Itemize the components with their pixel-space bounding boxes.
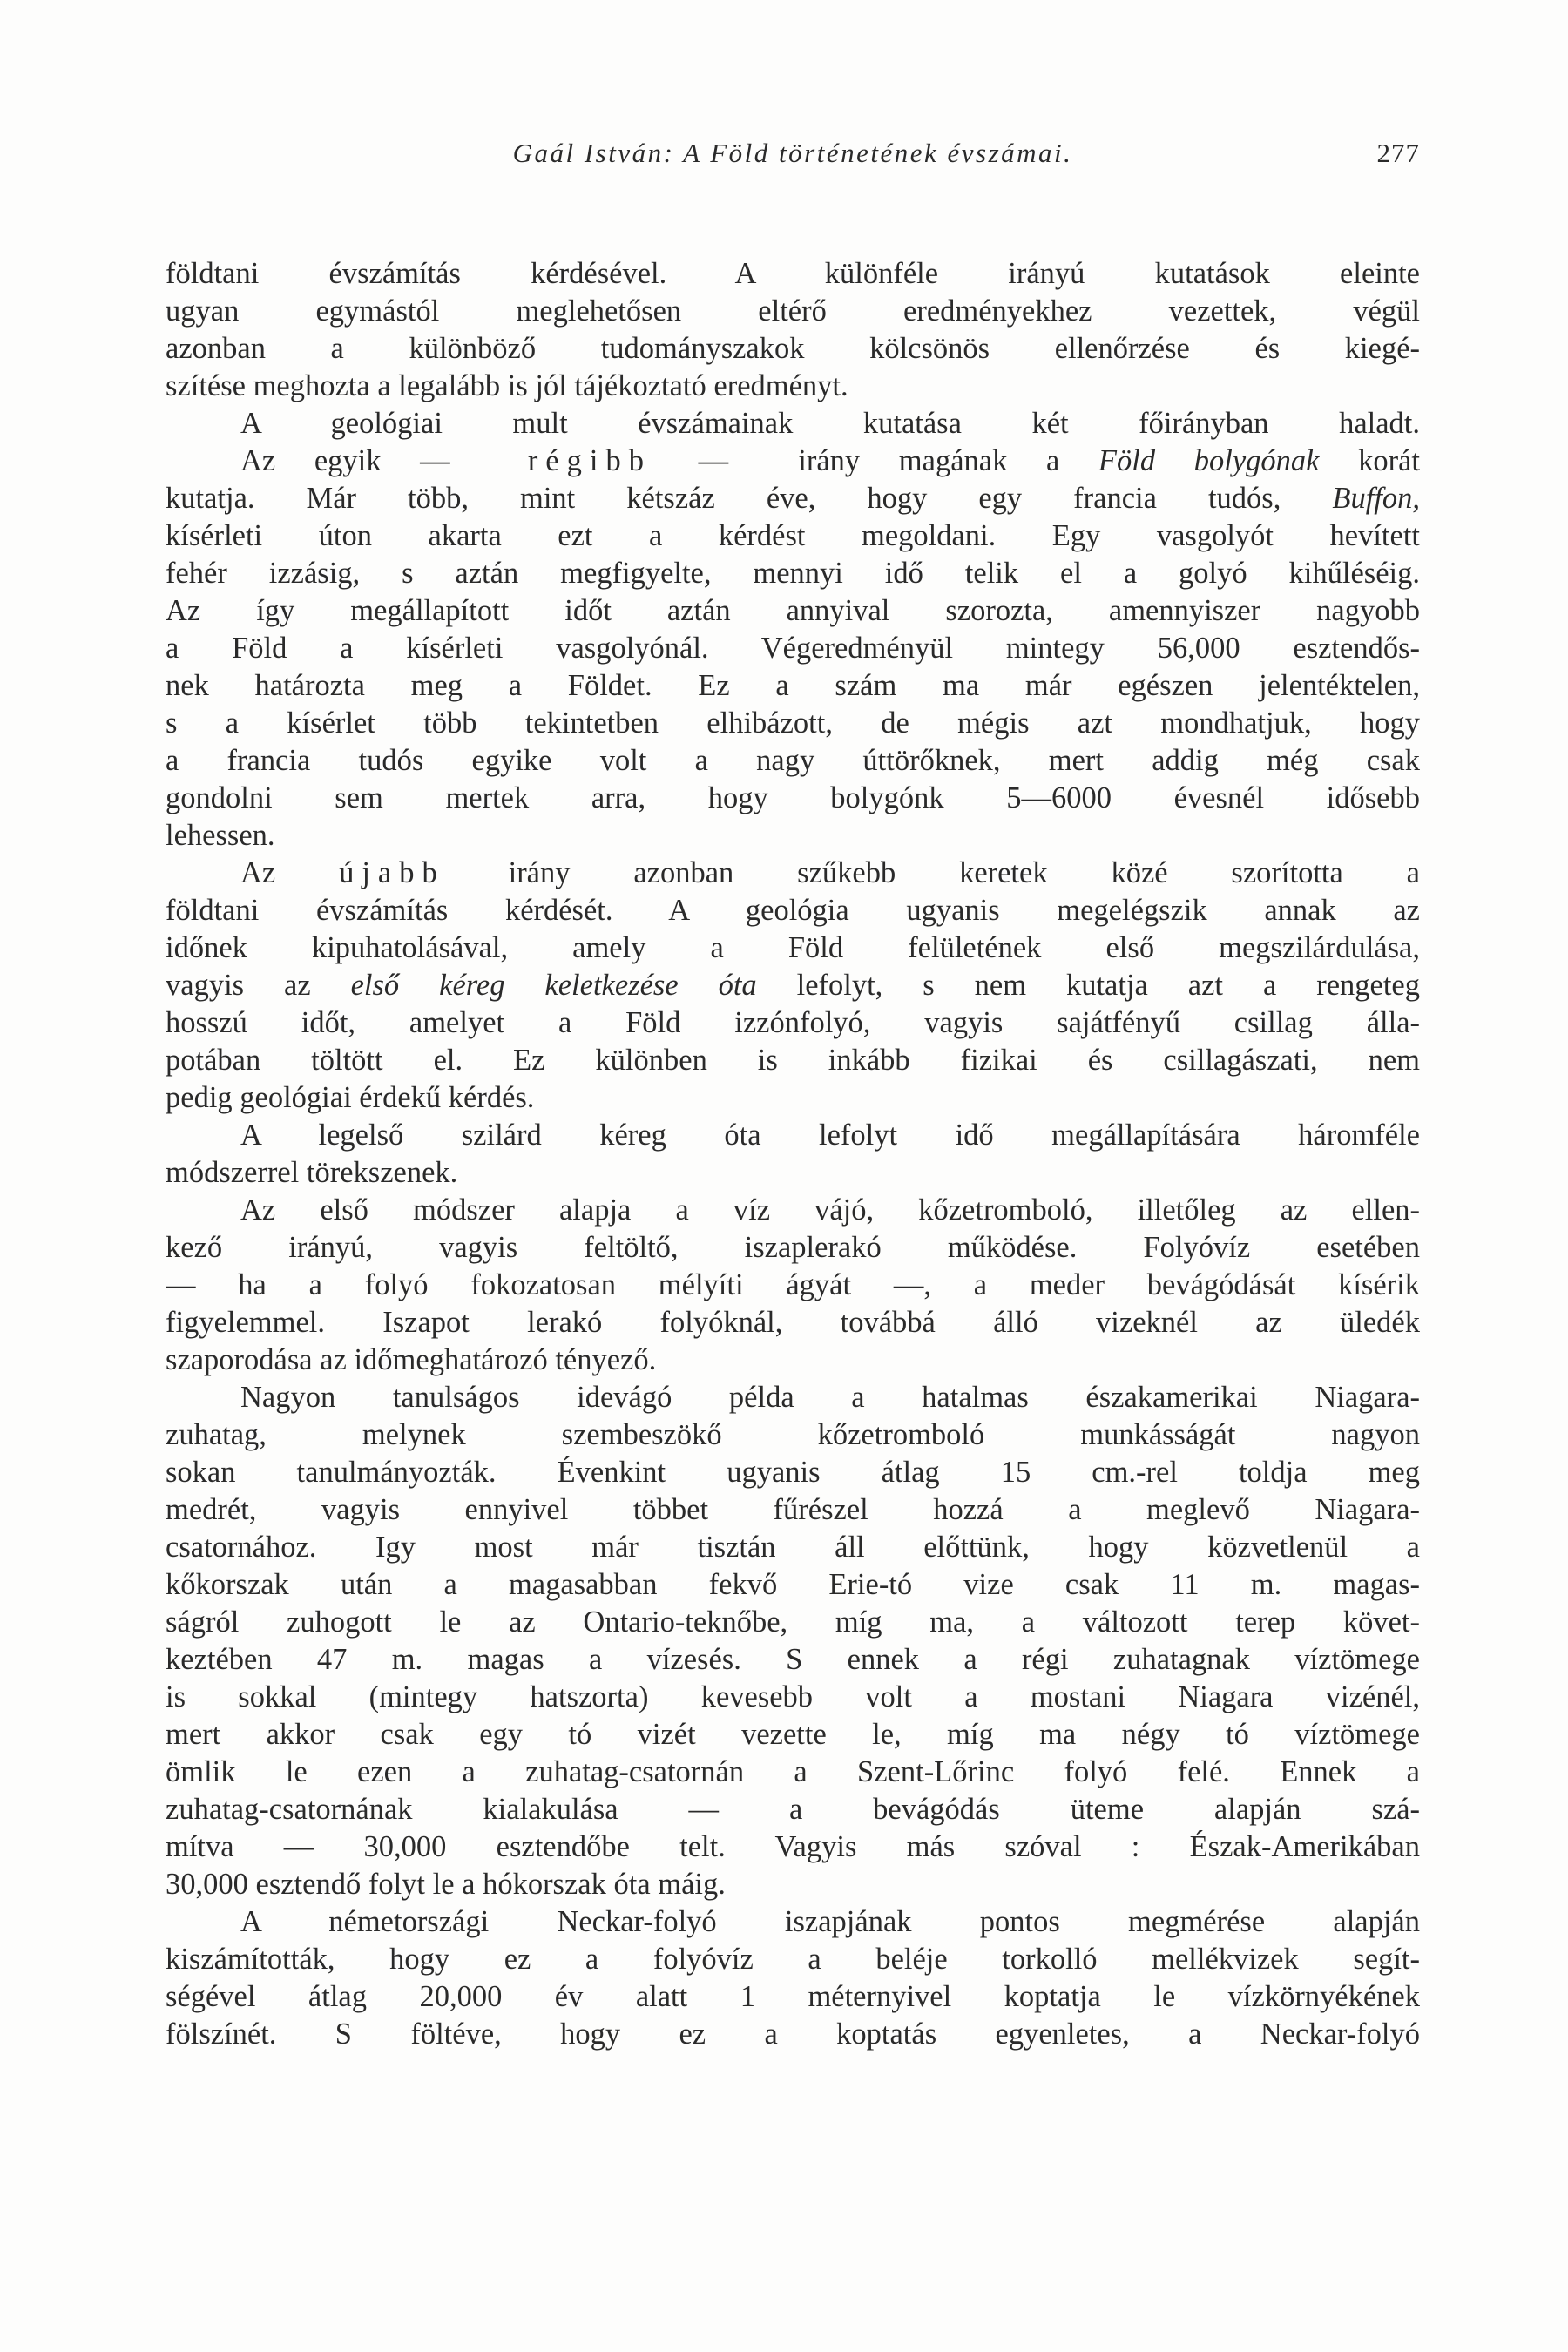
- text-line: [166, 967, 1420, 1004]
- text-line: [166, 1304, 1420, 1342]
- text-run: A németországi Neckar-folyó iszapjának pontos megmérése alapján: [240, 1905, 1420, 1938]
- text-run: zuhatag, melynek szembeszökő kőzetromboló munkásságát nagyon: [166, 1418, 1420, 1451]
- text-line: [166, 817, 1420, 855]
- page-number: 277: [1376, 138, 1420, 168]
- text-run: korát: [1319, 444, 1420, 477]
- text-line: [166, 1117, 1420, 1154]
- text-line: [166, 443, 1420, 480]
- text-run: gondolni sem mertek arra, hogy bolygónk 5—6000 évesnél idősebb: [166, 781, 1420, 814]
- text-line: [166, 1604, 1420, 1641]
- text-run: pedig geológiai érdekű kérdés.: [166, 1081, 535, 1114]
- dash-text: —: [420, 444, 450, 477]
- running-title: Gaál István: A Föld történetének évszámai.: [512, 138, 1073, 168]
- spaced-text: újabb: [339, 856, 445, 889]
- text-run: Az egyik: [240, 444, 421, 477]
- text-run: Az így megállapított időt aztán annyival szorozta, amennyiszer nagyobb: [166, 594, 1420, 627]
- text-run: irány magának a: [759, 444, 1098, 477]
- text-line: [166, 1192, 1420, 1229]
- text-run: medrét, vagyis ennyivel többet fűrészel hozzá a meglevő Niagara-: [166, 1493, 1420, 1526]
- text-line: [166, 592, 1420, 630]
- body-text: [166, 255, 1420, 2053]
- text-line: [166, 368, 1420, 405]
- text-run: kező irányú, vagyis feltöltő, iszaplerakó működése. Folyóvíz esetében: [166, 1231, 1420, 1264]
- text-line: [166, 1641, 1420, 1679]
- text-line: [166, 780, 1420, 817]
- text-run: figyelemmel. Iszapot lerakó folyóknál, továbbá álló vizeknél az üledék: [166, 1306, 1420, 1339]
- text-line: [166, 630, 1420, 667]
- text-line: [166, 1342, 1420, 1379]
- text-run: ságról zuhogott le az Ontario-teknőbe, míg ma, a változott terep követ-: [166, 1605, 1420, 1639]
- text-run: fehér izzásig, s aztán megfigyelte, mennyi idő telik el a golyó kihűléséig.: [166, 557, 1420, 590]
- italic-text: első kéreg keletkezése óta: [350, 969, 757, 1002]
- text-line: [166, 480, 1420, 517]
- text-run: hosszú időt, amelyet a Föld izzónfolyó, vagyis sajátfényű csillag álla-: [166, 1006, 1420, 1039]
- text-line: [166, 855, 1420, 892]
- text-line: [166, 1079, 1420, 1117]
- text-run: a francia tudós egyike volt a nagy úttörőknek, mert addig még csak: [166, 744, 1420, 777]
- text-line: [166, 1903, 1420, 1941]
- italic-text: Föld bolygónak: [1098, 444, 1320, 477]
- text-run: fölszínét. S föltéve, hogy ez a koptatás egyenletes, a Neckar-folyó: [166, 2017, 1420, 2051]
- text-line: [166, 1267, 1420, 1304]
- text-run: mítva — 30,000 esztendőbe telt. Vagyis más szóval : Észak-Amerikában: [166, 1830, 1420, 1863]
- text-run: ömlik le ezen a zuhatag-csatornán a Szent-Lőrinc folyó felé. Ennek a: [166, 1755, 1420, 1788]
- text-run: kiszámították, hogy ez a folyóvíz a beléje torkolló mellékvizek segít-: [166, 1943, 1420, 1976]
- text-run: nek határozta meg a Földet. Ez a szám ma már egészen jelentéktelen,: [166, 669, 1420, 702]
- text-line: [166, 1042, 1420, 1079]
- text-line: [166, 1229, 1420, 1267]
- text-run: A legelső szilárd kéreg óta lefolyt idő megállapítására háromféle: [240, 1119, 1420, 1152]
- text-line: [166, 1791, 1420, 1828]
- text-run: potában töltött el. Ez különben is inkább fizikai és csillagászati, nem: [166, 1044, 1420, 1077]
- text-run: Az: [240, 856, 340, 889]
- running-header: [166, 131, 1420, 183]
- text-line: [166, 892, 1420, 929]
- text-line: [166, 1154, 1420, 1192]
- italic-text: Buffon,: [1332, 482, 1420, 515]
- text-line: [166, 1491, 1420, 1529]
- text-line: [166, 1866, 1420, 1903]
- text-line: [166, 555, 1420, 592]
- text-run: 30,000 esztendő folyt le a hókorszak óta máig.: [166, 1868, 726, 1901]
- text-line: [166, 1941, 1420, 1978]
- text-line: [166, 1379, 1420, 1416]
- text-line: [166, 1754, 1420, 1791]
- text-run: szítése meghozta a legalább is jól tájékoztató eredményt.: [166, 369, 848, 402]
- text-line: [166, 705, 1420, 742]
- text-run: s a kísérlet több tekintetben elhibázott, de mégis azt mondhatjuk, hogy: [166, 706, 1420, 740]
- text-run: módszerrel törekszenek.: [166, 1156, 458, 1189]
- text-run: kutatja. Már több, mint kétszáz éve, hogy egy francia tudós,: [166, 482, 1333, 515]
- text-line: [166, 1978, 1420, 2016]
- text-run: sokan tanulmányozták. Évenkint ugyanis átlag 15 cm.-rel toldja meg: [166, 1456, 1420, 1489]
- text-line: [166, 667, 1420, 705]
- text-line: [166, 1529, 1420, 1566]
- text-run: Nagyon tanulságos idevágó példa a hatalmas északamerikai Niagara-: [240, 1381, 1420, 1414]
- dash-text: —: [698, 444, 729, 477]
- text-line: [166, 1454, 1420, 1491]
- text-line: [166, 405, 1420, 443]
- text-line: [166, 1566, 1420, 1604]
- text-line: [166, 517, 1420, 555]
- text-run: ugyan egymástól meglehetősen eltérő eredményekhez vezettek, végül: [166, 294, 1420, 328]
- text-run: lefolyt, s nem kutatja azt a rengeteg: [756, 969, 1420, 1002]
- text-run: irány azonban szűkebb keretek közé szorította a: [444, 856, 1420, 889]
- text-line: [166, 1004, 1420, 1042]
- text-line: [166, 1828, 1420, 1866]
- text-run: időnek kipuhatolásával, amely a Föld felületének első megszilárdulása,: [166, 931, 1420, 964]
- text-run: ségével átlag 20,000 év alatt 1 méternyivel koptatja le vízkörnyékének: [166, 1980, 1420, 2013]
- text-line: [166, 2016, 1420, 2053]
- text-run: a Föld a kísérleti vasgolyónál. Végeredményül mintegy 56,000 esztendős-: [166, 632, 1420, 665]
- text-line: [166, 293, 1420, 330]
- text-run: keztében 47 m. magas a vízesés. S ennek a régi zuhatagnak víztömege: [166, 1643, 1420, 1676]
- text-line: [166, 742, 1420, 780]
- text-run: lehessen.: [166, 819, 275, 852]
- text-line: [166, 255, 1420, 293]
- text-run: vagyis az: [166, 969, 351, 1002]
- text-run: — ha a folyó fokozatosan mélyíti ágyát —, a meder bevágódását kísérik: [166, 1268, 1420, 1301]
- text-run: kísérleti úton akarta ezt a kérdést megoldani. Egy vasgolyót hevített: [166, 519, 1420, 552]
- text-line: [166, 1716, 1420, 1754]
- text-line: [166, 1679, 1420, 1716]
- text-run: földtani évszámítás kérdésével. A különféle irányú kutatások eleinte: [166, 257, 1420, 290]
- text-run: földtani évszámítás kérdését. A geológia ugyanis megelégszik annak az: [166, 894, 1420, 927]
- text-run: zuhatag-csatornának kialakulása — a bevágódás üteme alapján szá-: [166, 1793, 1420, 1826]
- spaced-text: régibb: [481, 444, 699, 477]
- text-line: [166, 330, 1420, 368]
- text-run: szaporodása az időmeghatározó tényező.: [166, 1343, 657, 1376]
- text-run: mert akkor csak egy tó vizét vezette le, míg ma négy tó víztömege: [166, 1718, 1420, 1751]
- text-line: [166, 929, 1420, 967]
- text-run: csatornához. Igy most már tisztán áll előttünk, hogy közvetlenül a: [166, 1531, 1420, 1564]
- text-run: Az első módszer alapja a víz vájó, kőzetromboló, illetőleg az ellen-: [240, 1193, 1420, 1227]
- text-run: A geológiai mult évszámainak kutatása két főirányban haladt.: [240, 407, 1420, 440]
- text-run: kőkorszak után a magasabban fekvő Erie-tó vize csak 11 m. magas-: [166, 1568, 1420, 1601]
- text-line: [166, 1416, 1420, 1454]
- text-run: azonban a különböző tudományszakok kölcsönös ellenőrzése és kiegé-: [166, 332, 1420, 365]
- text-run: is sokkal (mintegy hatszorta) kevesebb volt a mostani Niagara vizénél,: [166, 1680, 1420, 1713]
